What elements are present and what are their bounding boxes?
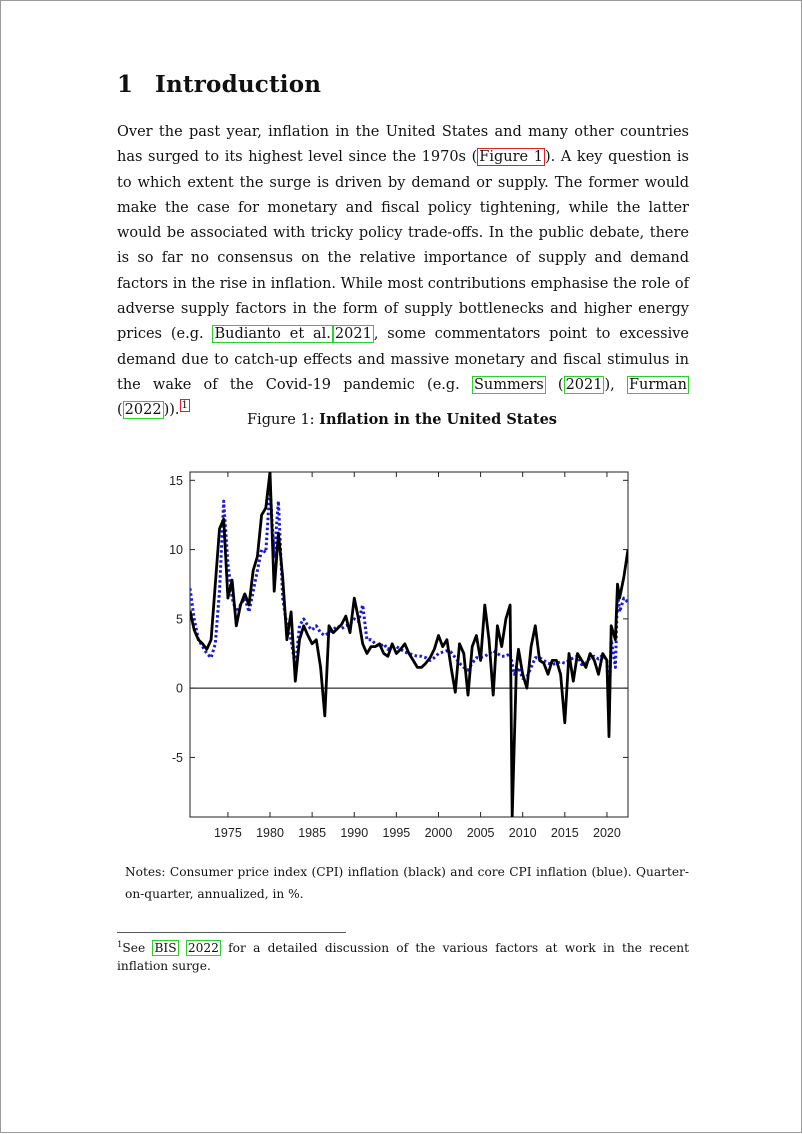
y-tick-label: -5 (171, 750, 183, 765)
citation-furman-year[interactable]: 2022 (124, 402, 162, 419)
y-tick-label: 10 (169, 543, 183, 558)
intro-text: ). A key question is to which extent the surge is driven by demand or supply. The former would make the case for monetary and fiscal policy tightening, while the latter would be associated with tricky policy trade-offs. In the public debate, there is so far no consensus on the relative importance of supply and demand factors in the rise in inflation. While most contributions emphasise the role of adverse supply factors in the form of supply bottlenecks and higher energy prices (e.g. (117, 149, 689, 343)
intro-text: , some commentators point to excessive demand due to catch-up effects and massive monetary and fiscal stimulus in the wake of the Covid-19 pandemic (e.g. (117, 326, 690, 393)
section-title: Introduction (155, 71, 322, 98)
intro-text: ), (604, 376, 615, 393)
x-tick-label: 2005 (466, 826, 495, 840)
x-tick-label: 2015 (550, 826, 579, 840)
figure-notes: Notes: Consumer price index (CPI) inflation (black) and core CPI inflation (blue). Quarter-on-quarter, annualized, in %. (125, 865, 689, 901)
intro-text: )). (163, 402, 180, 419)
figure-1-link[interactable]: Figure 1 (479, 149, 543, 166)
footnote-1-link[interactable]: 1 (181, 400, 188, 412)
citation-furman-author[interactable]: Furman (628, 376, 688, 393)
footnote-rule (117, 932, 346, 933)
x-tick-label: 2000 (424, 826, 453, 840)
footnote (117, 937, 689, 975)
figure-caption (1, 411, 802, 428)
y-tick-label: 0 (176, 681, 183, 696)
x-tick-label: 2010 (508, 826, 537, 840)
footnote-text: for a detailed discussion of the various factors at work in the recent inflation surge. (117, 941, 690, 973)
y-tick-label: 15 (169, 473, 183, 488)
citation-bis-year[interactable]: 2022 (187, 941, 219, 956)
intro-paragraph (117, 120, 689, 424)
citation-budianto-author[interactable]: Budianto et al. (214, 326, 331, 343)
intro-text: ( (117, 402, 123, 419)
x-tick-label: 1985 (298, 826, 327, 840)
citation-summers-author[interactable]: Summers (473, 376, 544, 393)
section-heading (117, 71, 321, 98)
footnote-mark: 1 (117, 940, 123, 950)
intro-text: Over the past year, inflation in the United States and many other countries has surged to its highest level since the 1970s ( (117, 124, 689, 166)
citation-budianto-year[interactable]: 2021 (334, 326, 372, 343)
x-tick-label: 1980 (256, 826, 284, 840)
x-tick-label: 1995 (382, 826, 411, 840)
cpi-series-line (190, 472, 628, 817)
citation-summers-year[interactable]: 2021 (565, 376, 603, 393)
x-tick-label: 1975 (213, 826, 242, 840)
x-tick-label: 1990 (340, 826, 369, 840)
plot-frame (190, 472, 628, 817)
section-number: 1 (117, 71, 134, 98)
figure-label: Figure 1: (247, 412, 315, 428)
x-tick-label: 2020 (593, 826, 621, 840)
intro-text: ( (557, 376, 564, 393)
y-tick-label: 5 (176, 612, 183, 627)
core-cpi-series-line (190, 487, 628, 709)
citation-bis-author[interactable]: BIS (154, 941, 177, 956)
footnote-text: See (122, 941, 146, 956)
figure-title: Inflation in the United States (319, 411, 557, 428)
